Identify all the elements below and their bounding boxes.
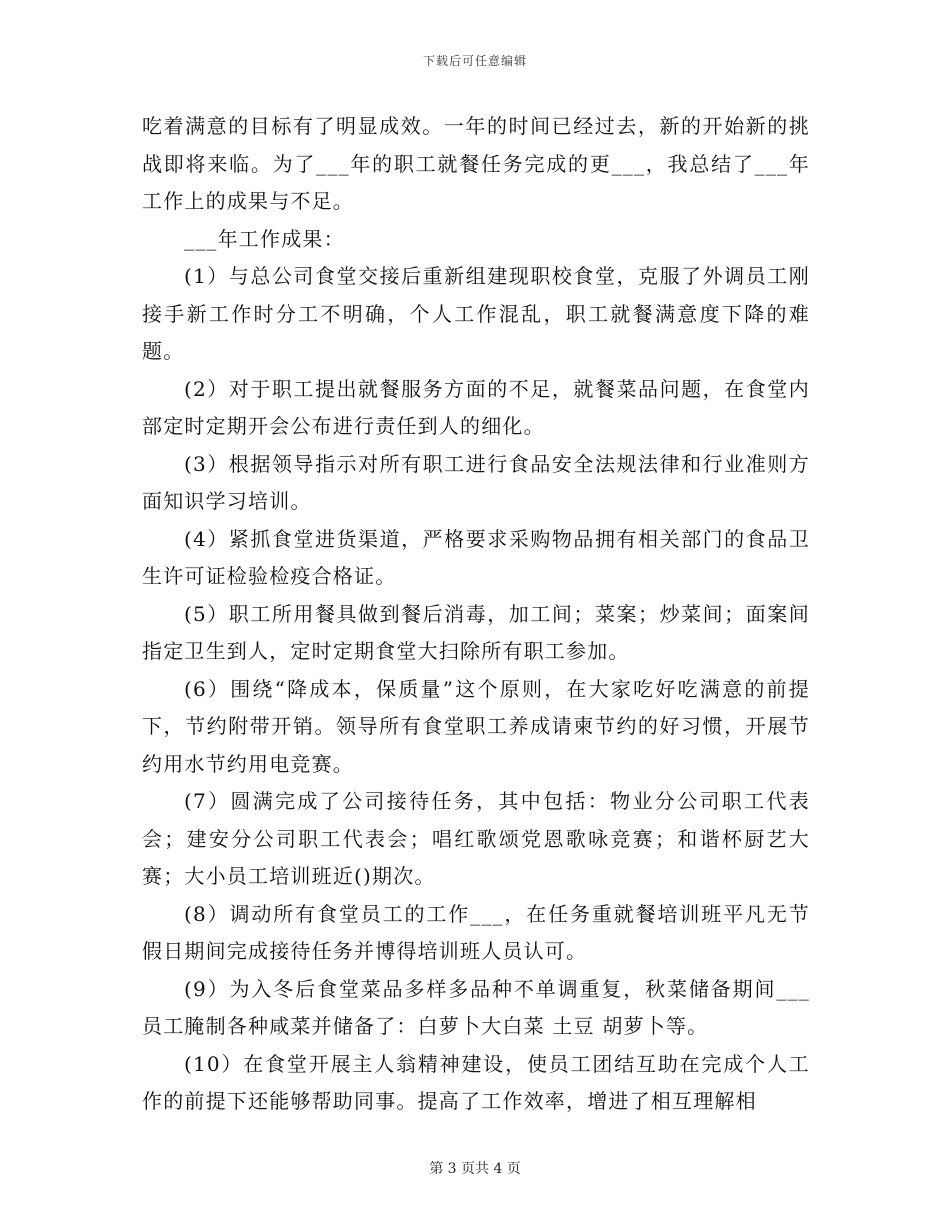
list-item: (7）圆满完成了公司接待任务，其中包括：物业分公司职工代表会；建安分公司职工代表会；唱红歌颂党恩歌咏竞赛；和谐杯厨艺大赛；大小员工培训班近()期次。 (142, 789, 810, 888)
list-item: (4）紧抓食堂进货渠道，严格要求采购物品拥有相关部门的食品卫生许可证检验检疫合格证。 (142, 526, 810, 588)
page-header: 下载后可任意编辑 (422, 54, 527, 68)
list-item: (6）围绕“降成本，保质量”这个原则，在大家吃好吃满意的前提下，节约附带开销。领导所有食堂职工养成请柬节约的好习惯，开展节约用水节约用电竞赛。 (142, 676, 810, 776)
list-item: (10）在食堂开展主人翁精神建设，使员工团结互助在完成个人工作的前提下还能够帮助同事。提高了工作效率，增进了相互理解相 (142, 1051, 810, 1113)
list-item: (8）调动所有食堂员工的工作___，在任务重就餐培训班平凡无节假日期间完成接待任务并博得培训班人员认可。 (142, 901, 810, 963)
list-item: (3）根据领导指示对所有职工进行食品安全法规法律和行业准则方面知识学习培训。 (142, 451, 810, 513)
list-item: (2）对于职工提出就餐服务方面的不足，就餐菜品问题，在食堂内部定时定期开会公布进行责任到人的细化。 (142, 376, 810, 438)
list-item: (9）为入冬后食堂菜品多样多品种不单调重复，秋菜储备期间___员工腌制各种咸菜并储备了：白萝卜大白菜 土豆 胡萝卜等。 (142, 976, 810, 1038)
paragraph-intro: 吃着满意的目标有了明显成效。一年的时间已经过去，新的开始新的挑战即将来临。为了___年的职工就餐任务完成的更___，我总结了___年工作上的成果与不足。 (142, 114, 810, 213)
section-heading: ___年工作成果： (184, 226, 345, 251)
list-item: (1）与总公司食堂交接后重新组建现职校食堂，克服了外调员工刚接手新工作时分工不明确，个人工作混乱，职工就餐满意度下降的难题。 (142, 264, 810, 363)
page-footer: 第 3 页共 4 页 (429, 1161, 521, 1177)
list-item: (5）职工所用餐具做到餐后消毒，加工间；菜案；炒菜间；面案间指定卫生到人，定时定期食堂大扫除所有职工参加。 (142, 601, 810, 663)
document-body (142, 108, 810, 1121)
